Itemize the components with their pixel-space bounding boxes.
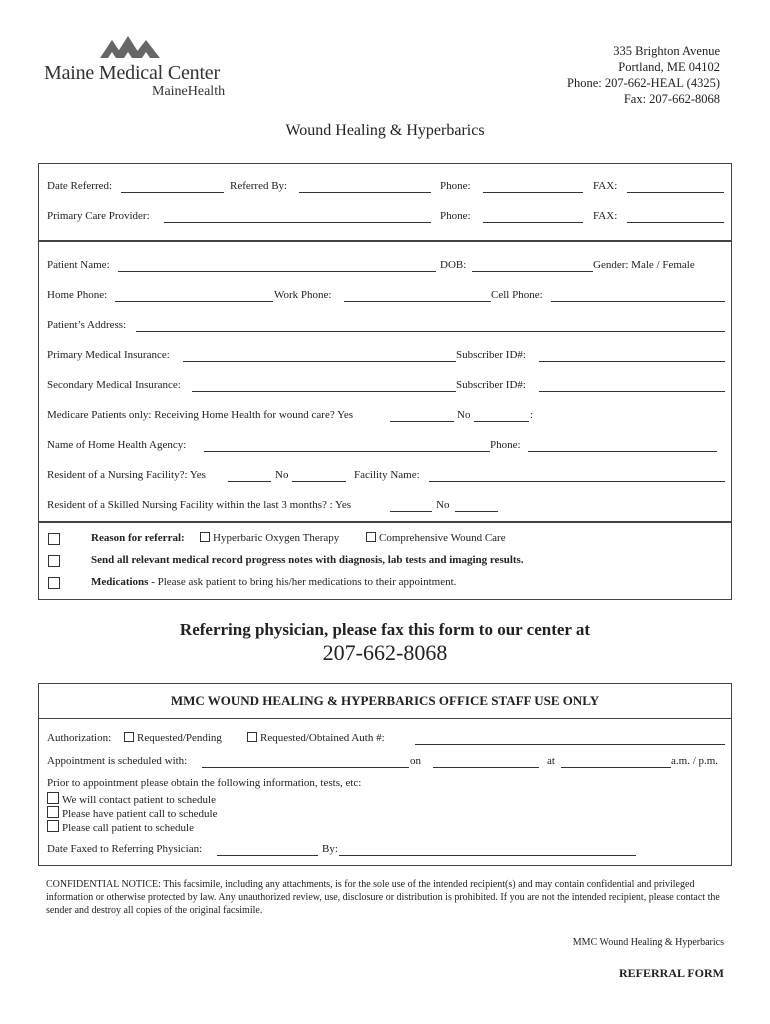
- authorization-label: Authorization:: [47, 732, 112, 744]
- staff-divider: [39, 718, 731, 719]
- home-health-label: Name of Home Health Agency:: [47, 439, 187, 451]
- requested-obtained-option[interactable]: [247, 732, 385, 744]
- nursing-no-field[interactable]: [292, 481, 346, 482]
- reason-label: Reason for referral:: [91, 532, 185, 544]
- medicare-colon: :: [530, 409, 534, 421]
- home-health-field[interactable]: [204, 451, 490, 452]
- work-phone-label: Work Phone:: [274, 289, 332, 301]
- by-label: By:: [322, 843, 338, 855]
- medicare-row: [47, 409, 723, 423]
- subscriber-id-2-label: Subscriber ID#:: [456, 379, 526, 391]
- schedule-option-2-label: Please have patient call to schedule: [62, 808, 218, 820]
- schedule-option-3-checkbox[interactable]: [47, 820, 59, 832]
- schedule-option-1-label: We will contact patient to schedule: [62, 794, 216, 806]
- patient-address-row: [47, 319, 723, 333]
- ampm-label[interactable]: a.m. / p.m.: [671, 755, 719, 767]
- pcp-phone-label: Phone:: [440, 210, 471, 222]
- medications-row: [39, 576, 731, 592]
- primary-insurance-label: Primary Medical Insurance:: [47, 349, 170, 361]
- nursing-yes-field[interactable]: [228, 481, 271, 482]
- skilled-nursing-label: Resident of a Skilled Nursing Facility within the last 3 months? : Yes: [47, 499, 352, 511]
- section-divider: [39, 240, 731, 242]
- schedule-option-2-checkbox[interactable]: [47, 806, 59, 818]
- medications-label: Medications -: [91, 576, 155, 588]
- appointment-on-label: on: [410, 755, 421, 767]
- patient-name-label: Patient Name:: [47, 259, 110, 271]
- facility-name-label: Facility Name:: [354, 469, 420, 481]
- address-line1: 335 Brighton Avenue: [613, 44, 720, 58]
- requested-obtained-label: Requested/Obtained Auth #:: [260, 732, 385, 744]
- medications-text: Please ask patient to bring his/her medications to their appointment.: [157, 576, 457, 588]
- address-field[interactable]: [136, 331, 725, 332]
- hyperbaric-checkbox[interactable]: [200, 532, 210, 542]
- by-field[interactable]: [339, 855, 636, 856]
- staff-section: [38, 683, 732, 866]
- referred-by-field[interactable]: [299, 192, 431, 193]
- patient-name-field[interactable]: [118, 271, 436, 272]
- primary-insurance-field[interactable]: [183, 361, 456, 362]
- pcp-fax-field[interactable]: [627, 222, 724, 223]
- date-referred-label: Date Referred:: [47, 180, 113, 192]
- prior-row: [47, 777, 723, 791]
- subscriber-id-1-field[interactable]: [539, 361, 725, 362]
- appointment-label: Appointment is scheduled with:: [47, 755, 188, 767]
- gender-label[interactable]: Gender: Male / Female: [593, 259, 695, 271]
- schedule-option-1[interactable]: [47, 792, 723, 806]
- referral-phone-label: Phone:: [440, 180, 471, 192]
- org-subname: MaineHealth: [152, 84, 226, 99]
- reason-checkbox[interactable]: [48, 533, 60, 545]
- hyperbaric-label: Hyperbaric Oxygen Therapy: [213, 532, 340, 544]
- mmc-logo-icon: [100, 36, 170, 62]
- dob-field[interactable]: [472, 271, 593, 272]
- requested-obtained-checkbox[interactable]: [247, 732, 257, 742]
- medicare-no-label: No: [457, 409, 471, 421]
- authorization-row: [47, 732, 723, 746]
- facility-name-field[interactable]: [429, 481, 725, 482]
- secondary-insurance-field[interactable]: [192, 391, 456, 392]
- primary-care-label: Primary Care Provider:: [47, 210, 150, 222]
- appointment-with-field[interactable]: [202, 767, 409, 768]
- wound-care-label: Comprehensive Wound Care: [379, 532, 506, 544]
- reason-row: [39, 532, 731, 548]
- footer-org: MMC Wound Healing & Hyperbarics: [572, 937, 724, 948]
- schedule-option-2[interactable]: [47, 806, 723, 820]
- form-title: Wound Healing & Hyperbarics: [285, 122, 485, 139]
- secondary-insurance-row: [47, 379, 723, 393]
- secondary-insurance-label: Secondary Medical Insurance:: [47, 379, 181, 391]
- hyperbaric-option[interactable]: [200, 532, 339, 544]
- patient-phones-row: [47, 289, 723, 303]
- send-records-text: Send all relevant medical record progress notes with diagnosis, lab tests and imaging results.: [91, 554, 524, 566]
- appointment-row: [47, 755, 723, 769]
- skilled-yes-field[interactable]: [390, 511, 432, 512]
- nursing-label: Resident of a Nursing Facility?: Yes: [47, 469, 206, 481]
- section-divider-2: [39, 521, 731, 523]
- org-name: Maine Medical Center: [44, 62, 220, 84]
- schedule-option-1-checkbox[interactable]: [47, 792, 59, 804]
- dob-label: DOB:: [440, 259, 467, 271]
- fax-line: Fax: 207-662-8068: [623, 92, 720, 106]
- requested-pending-checkbox[interactable]: [124, 732, 134, 742]
- patient-name-row: [47, 259, 723, 273]
- address-block: [567, 43, 720, 107]
- requested-pending-label: Requested/Pending: [137, 732, 222, 744]
- referred-by-label: Referred By:: [230, 180, 288, 192]
- referral-phone-field[interactable]: [483, 192, 583, 193]
- referral-row-1: [47, 180, 723, 194]
- schedule-option-3-label: Please call patient to schedule: [62, 822, 194, 834]
- pcp-phone-field[interactable]: [483, 222, 583, 223]
- medications-text-wrap: [91, 576, 456, 588]
- appointment-date-field[interactable]: [433, 767, 539, 768]
- primary-insurance-row: [47, 349, 723, 363]
- requested-pending-option[interactable]: [124, 732, 222, 744]
- fax-number: 207-662-8068: [322, 640, 448, 665]
- home-health-phone-label: Phone:: [490, 439, 521, 451]
- medicare-yes-field[interactable]: [390, 421, 454, 422]
- medications-checkbox[interactable]: [48, 577, 60, 589]
- pcp-fax-label: FAX:: [593, 210, 618, 222]
- appointment-time-field[interactable]: [561, 767, 671, 768]
- referral-row-2: [47, 210, 723, 224]
- date-referred-field[interactable]: [121, 192, 224, 193]
- home-phone-field[interactable]: [115, 301, 273, 302]
- home-health-row: [47, 439, 723, 453]
- referral-fax-label: FAX:: [593, 180, 618, 192]
- work-phone-field[interactable]: [344, 301, 491, 302]
- skilled-no-label: No: [436, 499, 450, 511]
- footer-form-title: REFERRAL FORM: [619, 966, 724, 980]
- skilled-nursing-row: [47, 499, 723, 513]
- phone-line: Phone: 207-662-HEAL (4325): [567, 76, 720, 90]
- cell-phone-field[interactable]: [551, 301, 725, 302]
- records-checkbox[interactable]: [48, 555, 60, 567]
- address-label: Patient’s Address:: [47, 319, 127, 331]
- nursing-no-label: No: [275, 469, 289, 481]
- referral-section: [38, 163, 732, 600]
- wound-care-checkbox[interactable]: [366, 532, 376, 542]
- prior-label: Prior to appointment please obtain the following information, tests, etc:: [47, 777, 362, 789]
- staff-title: MMC WOUND HEALING & HYPERBARICS OFFICE STAFF USE ONLY: [170, 693, 600, 708]
- subscriber-id-2-field[interactable]: [539, 391, 725, 392]
- date-faxed-field[interactable]: [217, 855, 318, 856]
- date-faxed-label: Date Faxed to Referring Physician:: [47, 843, 203, 855]
- date-faxed-row: [47, 843, 723, 857]
- auth-number-field[interactable]: [415, 744, 725, 745]
- wound-care-option[interactable]: [366, 532, 506, 544]
- primary-care-field[interactable]: [164, 222, 431, 223]
- fax-instruction: Referring physician, please fax this form to our center at: [179, 620, 591, 639]
- home-phone-label: Home Phone:: [47, 289, 108, 301]
- schedule-option-3[interactable]: [47, 820, 723, 834]
- referral-fax-field[interactable]: [627, 192, 724, 193]
- address-line2: Portland, ME 04102: [618, 60, 720, 74]
- nursing-row: [47, 469, 723, 483]
- appointment-at-label: at: [547, 755, 555, 767]
- cell-phone-label: Cell Phone:: [491, 289, 543, 301]
- records-row: [39, 554, 731, 570]
- subscriber-id-1-label: Subscriber ID#:: [456, 349, 526, 361]
- medicare-no-field[interactable]: [474, 421, 529, 422]
- confidential-notice: CONFIDENTIAL NOTICE: This facsimile, including any attachments, is for the sole use of the intended recipient(s) and may contain confidential and privileged information or otherwise protected by law. Any unauthorized review, use, disclosure or distribution is prohibited. If you are not the intended recipient, please contact the sender and destroy all copies of the original facsimile.: [46, 879, 720, 916]
- medicare-label: Medicare Patients only: Receiving Home Health for wound care? Yes: [47, 409, 354, 421]
- home-health-phone-field[interactable]: [528, 451, 717, 452]
- skilled-no-field[interactable]: [455, 511, 498, 512]
